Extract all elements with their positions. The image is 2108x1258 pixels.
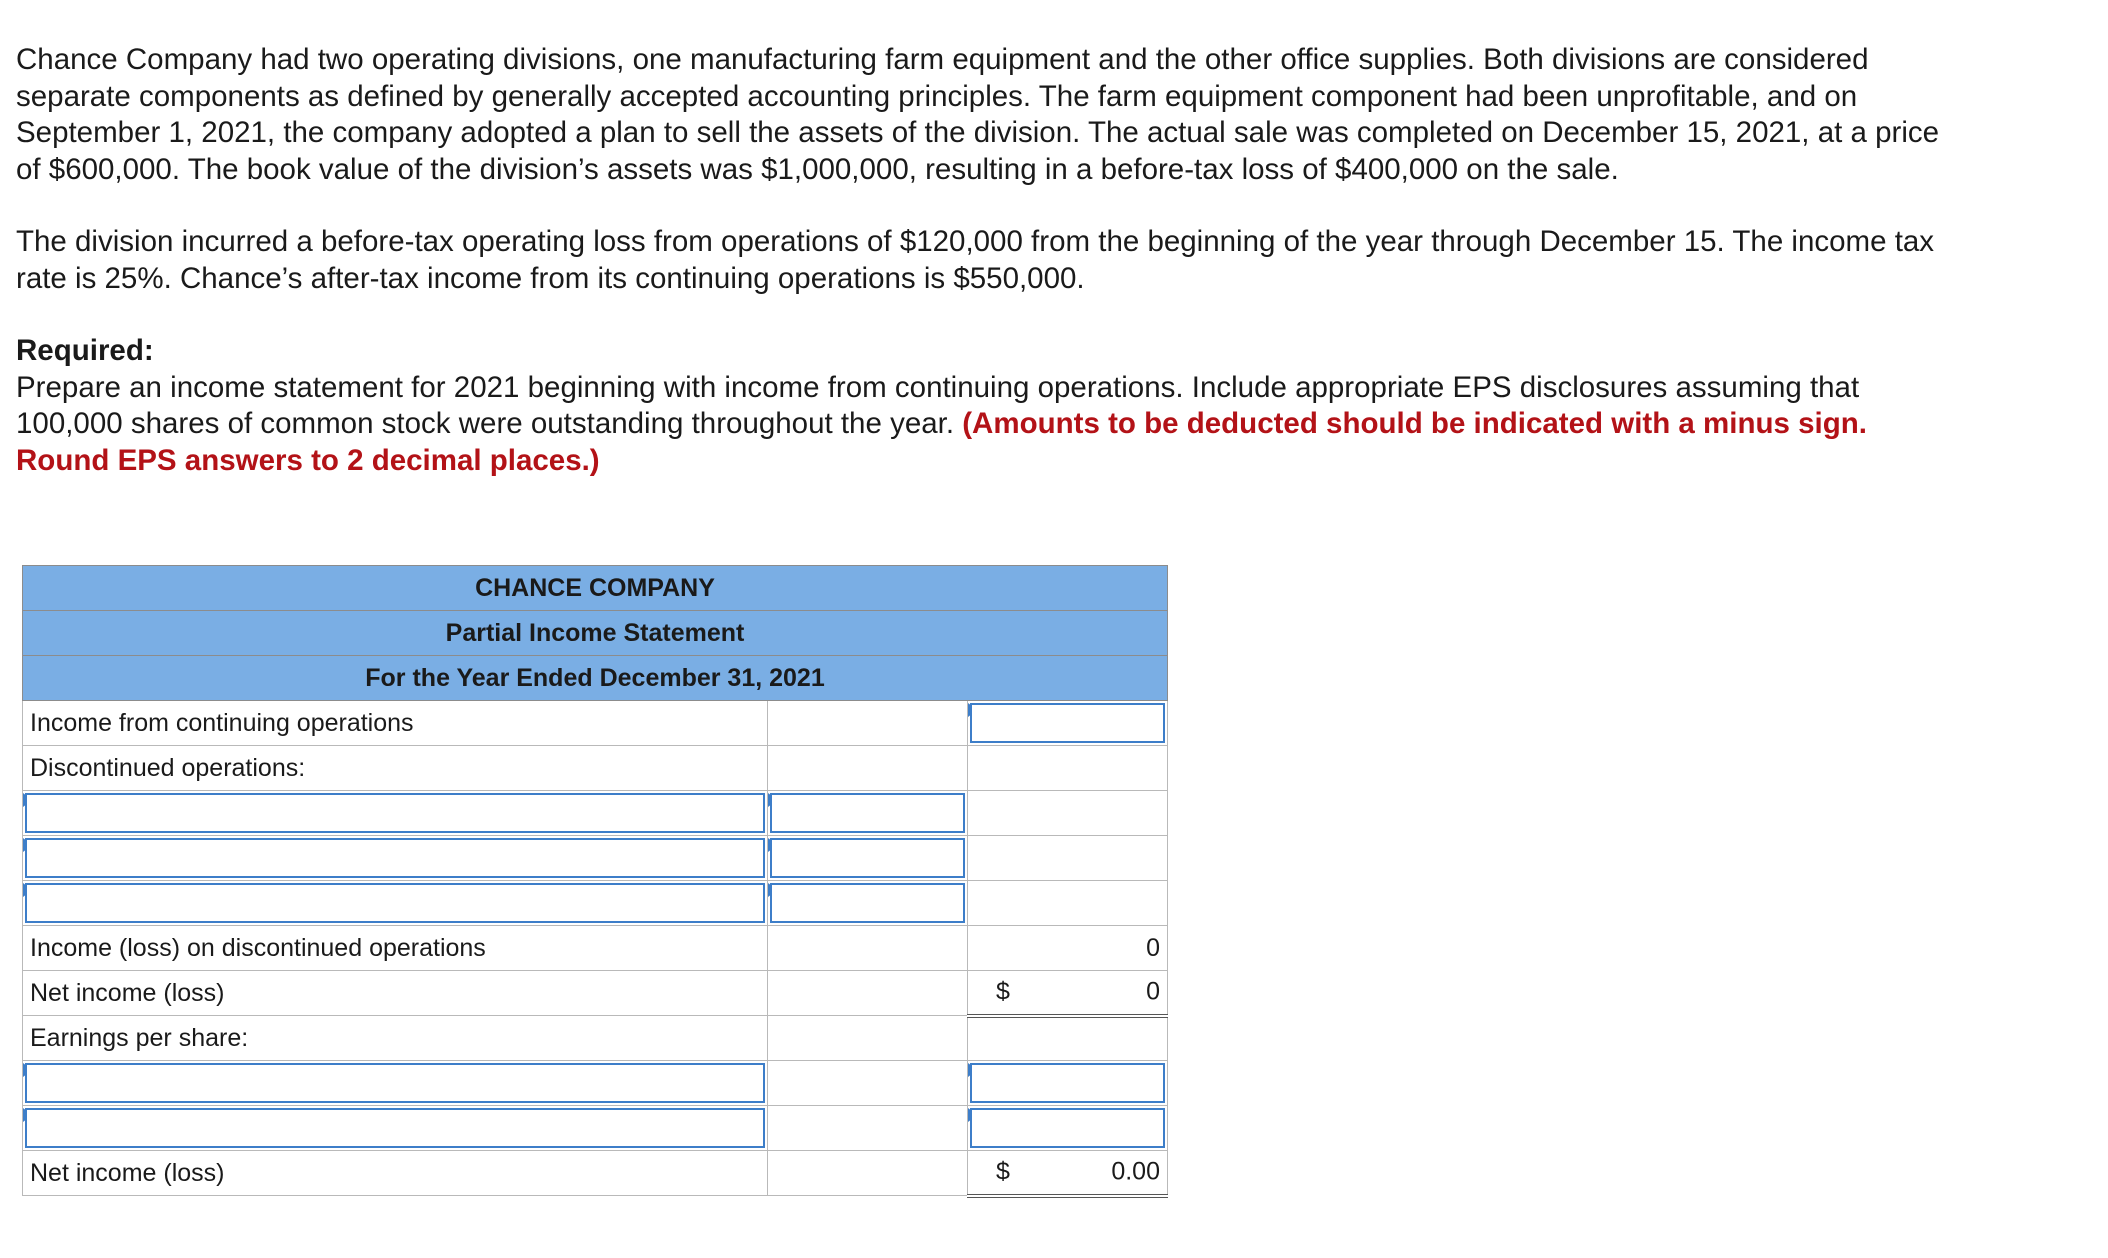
table-row <box>23 791 1168 836</box>
row-label-income-continuing: Income from continuing operations <box>23 701 768 746</box>
eps-net-income-value-cell <box>968 1151 1168 1196</box>
empty-cell <box>968 746 1168 791</box>
empty-cell <box>968 881 1168 926</box>
dollar-sign: $ <box>996 977 1010 1006</box>
income-continuing-amount-input[interactable] <box>972 705 1163 741</box>
empty-cell <box>768 971 968 1016</box>
row-label-income-loss-discontinued: Income (loss) on discontinued operations <box>23 926 768 971</box>
table-row <box>23 1106 1168 1151</box>
discontinued-amount-input-3[interactable] <box>772 885 963 921</box>
discontinued-amount-cell-1 <box>768 791 968 836</box>
income-statement-table <box>22 565 1168 1198</box>
row-label-eps: Earnings per share: <box>23 1016 768 1061</box>
empty-cell <box>968 1016 1168 1061</box>
discontinued-amount-input-2[interactable] <box>772 840 963 876</box>
income-continuing-amount-cell <box>968 701 1168 746</box>
eps-amount-input-1[interactable] <box>972 1065 1163 1101</box>
discontinued-amount-cell-3 <box>768 881 968 926</box>
eps-label-cell-1 <box>23 1061 768 1106</box>
statement-title: Partial Income Statement <box>23 611 1168 656</box>
required-heading: Required: <box>16 334 154 367</box>
income-loss-discontinued-value: 0 <box>968 926 1168 971</box>
empty-cell <box>768 746 968 791</box>
discontinued-label-input-3[interactable] <box>27 885 763 921</box>
problem-text <box>16 42 1946 479</box>
dollar-sign: $ <box>996 1157 1010 1186</box>
discontinued-amount-cell-2 <box>768 836 968 881</box>
table-row <box>23 926 1168 971</box>
statement-company: CHANCE COMPANY <box>23 566 1168 611</box>
eps-label-input-1[interactable] <box>27 1065 763 1101</box>
discontinued-label-input-2[interactable] <box>27 840 763 876</box>
table-row <box>23 701 1168 746</box>
required-text: Prepare an income statement for 2021 beginning with income from continuing operations. Include appropriate EPS disclosures assuming that 100,000 shares of common stock were outstanding throughout the year. <box>16 370 1860 440</box>
table-row <box>23 1016 1168 1061</box>
table-row <box>23 971 1168 1016</box>
row-label-eps-net-income: Net income (loss) <box>23 1151 768 1196</box>
statement-period: For the Year Ended December 31, 2021 <box>23 656 1168 701</box>
empty-cell <box>768 926 968 971</box>
empty-cell <box>768 1061 968 1106</box>
eps-amount-cell-2 <box>968 1106 1168 1151</box>
empty-cell <box>968 836 1168 881</box>
net-income-value-cell <box>968 971 1168 1016</box>
problem-paragraph-2: The division incurred a before-tax operating loss from operations of $120,000 from the beginning of the year through December 15. The income tax rate is 25%. Chance’s after-tax income from its continuing operations is $550,000. <box>16 225 1935 295</box>
empty-cell <box>768 701 968 746</box>
required-instruction: (Amounts to be deducted should be indicated with a minus sign. Round EPS answers to 2 decimal places.) <box>16 407 1867 477</box>
empty-cell <box>768 1016 968 1061</box>
table-row <box>23 1151 1168 1196</box>
problem-paragraph-1: Chance Company had two operating divisions, one manufacturing farm equipment and the other office supplies. Both divisions are considered separate components as defined by generally accepted accounting principles. The farm equipment component had been unprofitable, and on September 1, 2021, the company adopted a plan to sell the assets of the division. The actual sale was completed on December 15, 2021, at a price of $600,000. The book value of the division’s assets was $1,000,000, resulting in a before-tax loss of $400,000 on the sale. <box>16 43 1940 186</box>
row-label-discontinued: Discontinued operations: <box>23 746 768 791</box>
table-row <box>23 836 1168 881</box>
table-row <box>23 1061 1168 1106</box>
eps-amount-input-2[interactable] <box>972 1110 1163 1146</box>
eps-label-input-2[interactable] <box>27 1110 763 1146</box>
required-text-block <box>16 370 1946 480</box>
discontinued-label-cell-2 <box>23 836 768 881</box>
empty-cell <box>768 1151 968 1196</box>
discontinued-label-cell-3 <box>23 881 768 926</box>
discontinued-amount-input-1[interactable] <box>772 795 963 831</box>
discontinued-label-input-1[interactable] <box>27 795 763 831</box>
eps-label-cell-2 <box>23 1106 768 1151</box>
empty-cell <box>768 1106 968 1151</box>
eps-net-income-value: 0.00 <box>1111 1157 1160 1186</box>
empty-cell <box>968 791 1168 836</box>
row-label-net-income: Net income (loss) <box>23 971 768 1016</box>
table-row <box>23 746 1168 791</box>
eps-amount-cell-1 <box>968 1061 1168 1106</box>
net-income-value: 0 <box>1146 977 1160 1006</box>
discontinued-label-cell-1 <box>23 791 768 836</box>
table-row <box>23 881 1168 926</box>
